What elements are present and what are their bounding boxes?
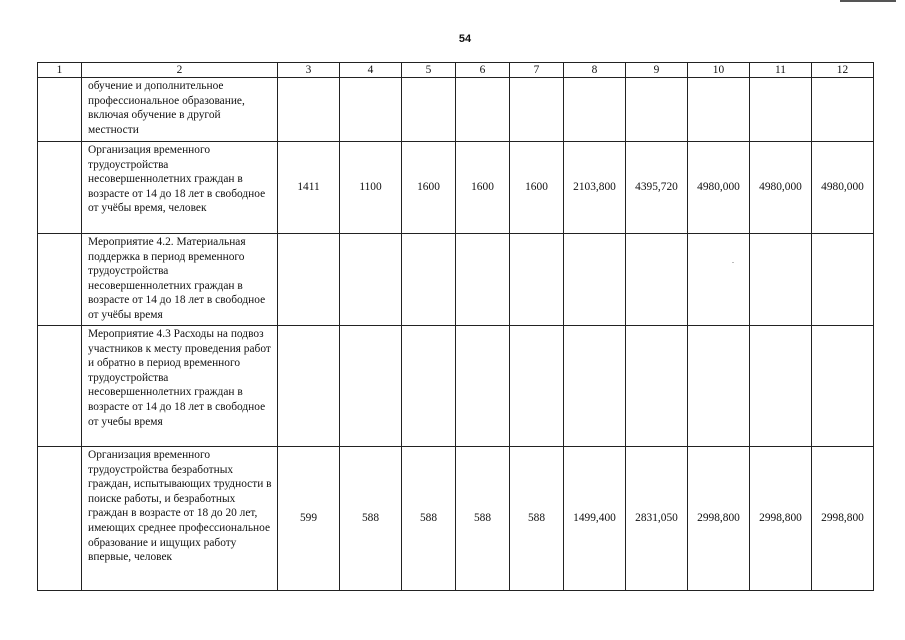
value-cell: [456, 234, 510, 326]
value-cell: [688, 78, 750, 142]
value-cell: [688, 234, 750, 326]
page-number: 54: [458, 33, 472, 45]
value-cell: [750, 234, 812, 326]
row-description: Организация временного трудоустройства безработных граждан, испытывающих трудности в поиске работы, и безработных граждан в возрасте от 18 до 20 лет, имеющих среднее профессиональное образование и ищущих работу впервые, человек: [82, 447, 278, 591]
value-cell: [278, 326, 340, 447]
value-cell: [340, 234, 402, 326]
value-cell: [402, 78, 456, 142]
value-cell: [564, 78, 626, 142]
row-description: Мероприятие 4.3 Расходы на подвоз участников к месту проведения работ и обратно в период временного трудоустройства несовершеннолетних граждан в возрасте от 14 до 18 лет в свободное от учебы время: [82, 326, 278, 447]
value-cell: [812, 234, 874, 326]
value-cell: 2998,800: [812, 447, 874, 591]
value-cell: 4980,000: [688, 142, 750, 234]
value-cell: 1600: [510, 142, 564, 234]
column-header: 9: [626, 63, 688, 78]
value-cell: [340, 326, 402, 447]
row-description: Организация временного трудоустройства несовершеннолетних граждан в возрасте от 14 до 18 лет в свободное от учёбы время, человек: [82, 142, 278, 234]
value-cell: [402, 234, 456, 326]
row-index-cell: [38, 142, 82, 234]
column-header: 1: [38, 63, 82, 78]
value-cell: 1100: [340, 142, 402, 234]
data-table: [37, 62, 874, 591]
value-cell: 1499,400: [564, 447, 626, 591]
value-cell: [510, 234, 564, 326]
value-cell: 588: [456, 447, 510, 591]
row-index-cell: [38, 326, 82, 447]
value-cell: 4980,000: [750, 142, 812, 234]
value-cell: 1600: [402, 142, 456, 234]
column-header: 7: [510, 63, 564, 78]
column-header: 6: [456, 63, 510, 78]
value-cell: [402, 326, 456, 447]
row-index-cell: [38, 78, 82, 142]
table-row: [38, 234, 874, 326]
value-cell: 588: [510, 447, 564, 591]
scan-speck: [732, 262, 734, 263]
value-cell: [688, 326, 750, 447]
table-row: [38, 142, 874, 234]
value-cell: [626, 326, 688, 447]
value-cell: [812, 326, 874, 447]
value-cell: [750, 78, 812, 142]
row-description: обучение и дополнительное профессиональное образование, включая обучение в другой местности: [82, 78, 278, 142]
value-cell: [564, 326, 626, 447]
value-cell: [510, 326, 564, 447]
value-cell: 1600: [456, 142, 510, 234]
table-row: [38, 326, 874, 447]
column-header: 12: [812, 63, 874, 78]
table-row: [38, 78, 874, 142]
column-header: 8: [564, 63, 626, 78]
value-cell: [340, 78, 402, 142]
value-cell: 588: [340, 447, 402, 591]
value-cell: 599: [278, 447, 340, 591]
column-header: 3: [278, 63, 340, 78]
value-cell: [812, 78, 874, 142]
row-index-cell: [38, 234, 82, 326]
top-edge-rule: [840, 0, 896, 2]
value-cell: [510, 78, 564, 142]
value-cell: 2998,800: [688, 447, 750, 591]
value-cell: [626, 78, 688, 142]
column-header: 10: [688, 63, 750, 78]
value-cell: [750, 326, 812, 447]
value-cell: 4395,720: [626, 142, 688, 234]
column-header: 2: [82, 63, 278, 78]
value-cell: 4980,000: [812, 142, 874, 234]
value-cell: [456, 326, 510, 447]
value-cell: [564, 234, 626, 326]
column-header: 4: [340, 63, 402, 78]
column-number-row: [38, 63, 874, 78]
value-cell: [456, 78, 510, 142]
value-cell: 2831,050: [626, 447, 688, 591]
row-description: Мероприятие 4.2. Материальная поддержка в период временного трудоустройства несовершеннолетних граждан в возрасте от 14 до 18 лет в свободное от учёбы время: [82, 234, 278, 326]
row-index-cell: [38, 447, 82, 591]
value-cell: [278, 234, 340, 326]
value-cell: [626, 234, 688, 326]
value-cell: [278, 78, 340, 142]
value-cell: 588: [402, 447, 456, 591]
value-cell: 1411: [278, 142, 340, 234]
value-cell: 2103,800: [564, 142, 626, 234]
table-row: [38, 447, 874, 591]
column-header: 11: [750, 63, 812, 78]
column-header: 5: [402, 63, 456, 78]
value-cell: 2998,800: [750, 447, 812, 591]
